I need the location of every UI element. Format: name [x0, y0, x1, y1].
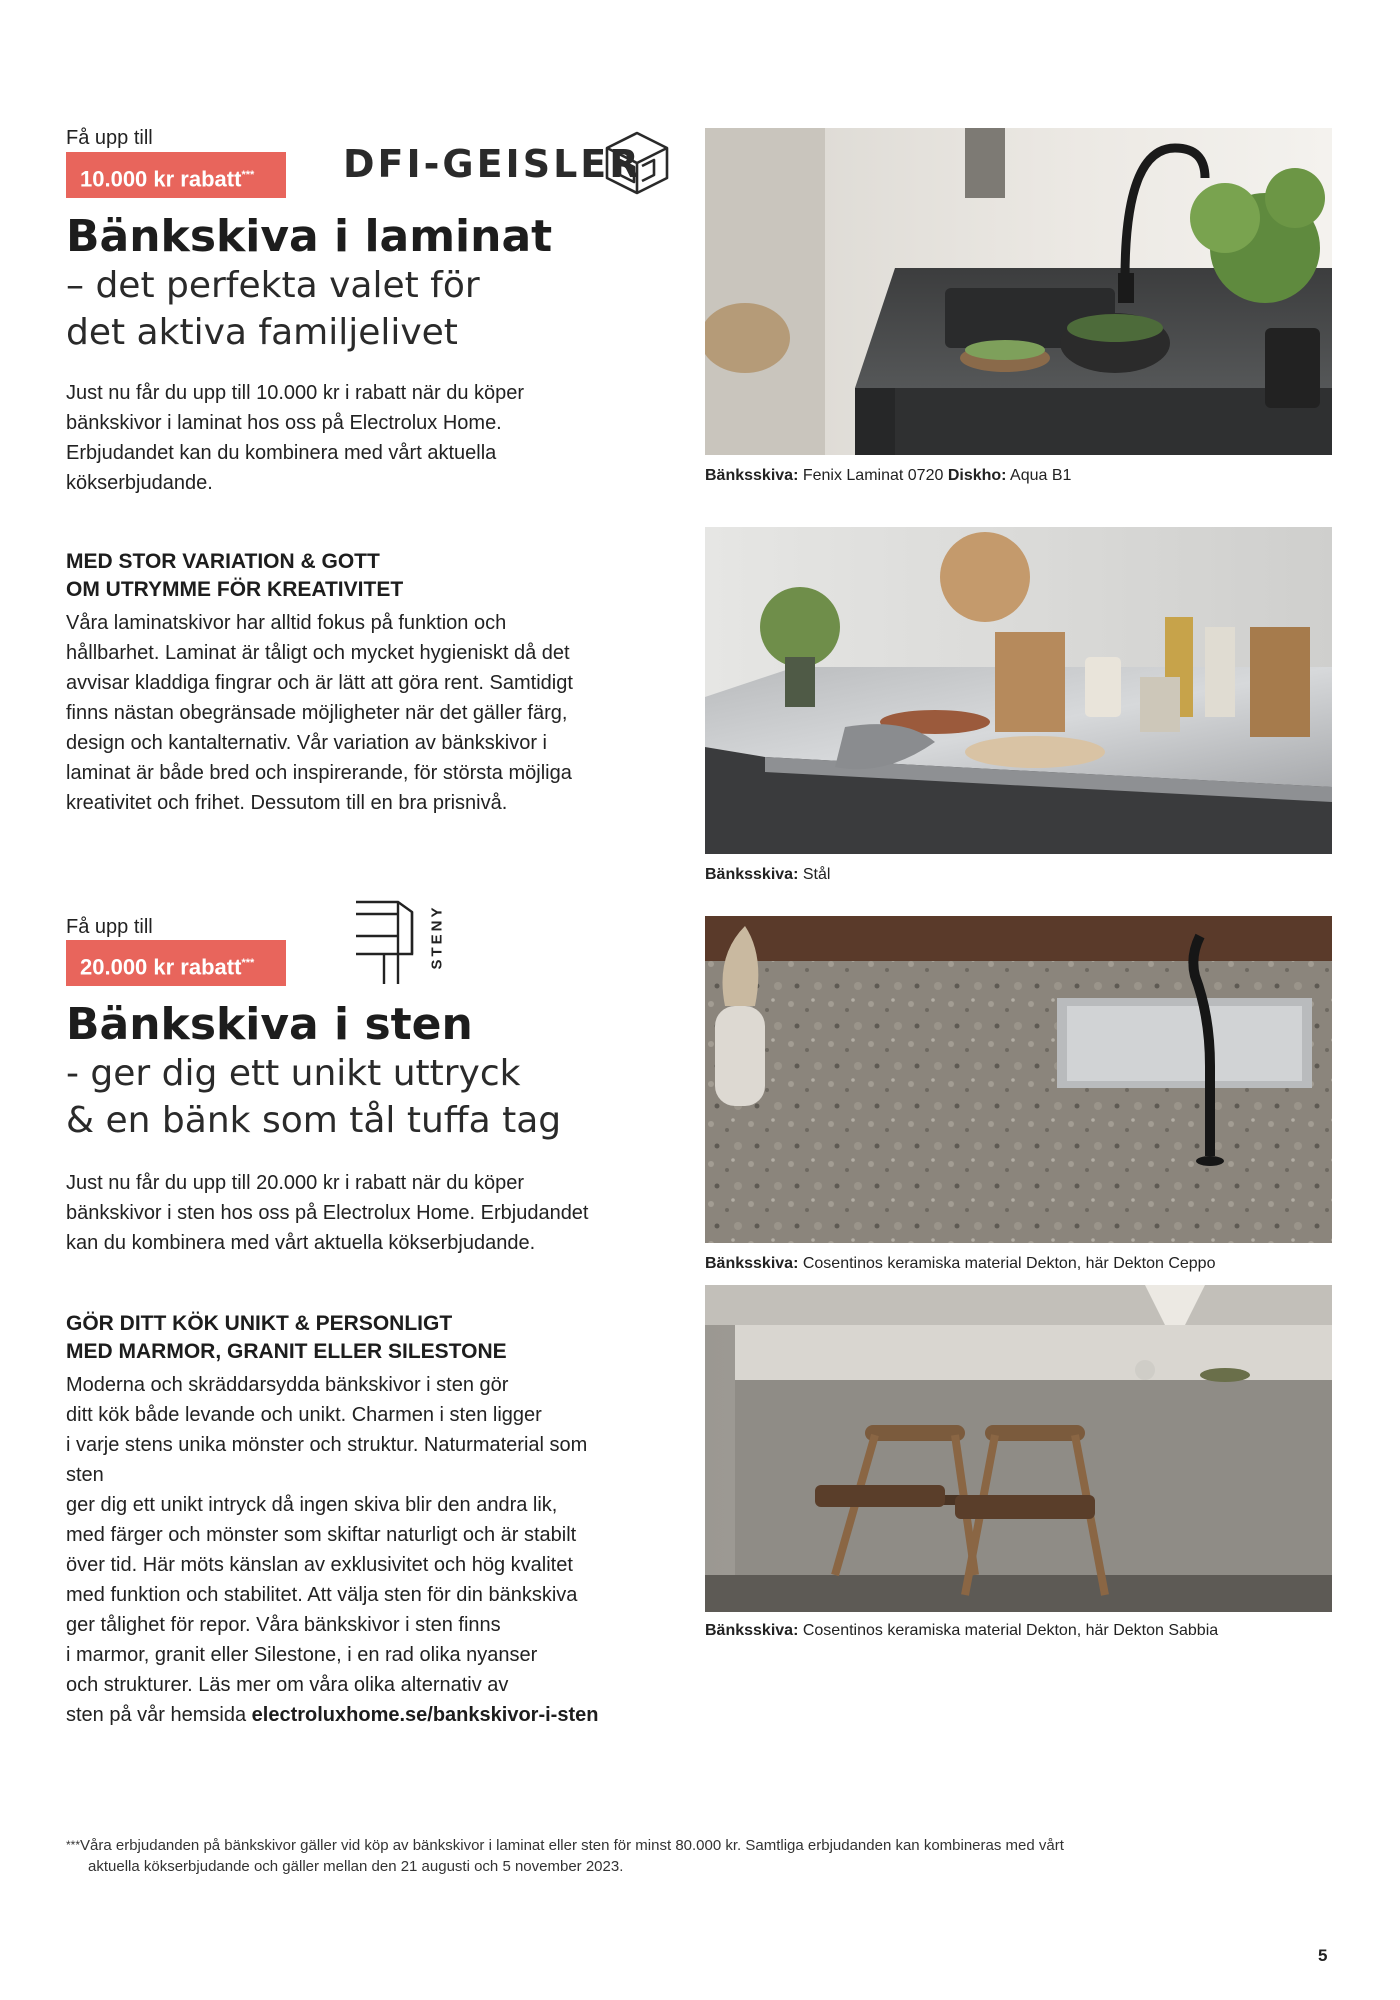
laminate-kitchen-photo — [705, 128, 1332, 455]
offer2-paragraph-last-line — [66, 1700, 598, 1730]
offer1-heading-line: MED STOR VARIATION & GOTT — [66, 550, 380, 573]
footnote-line: aktuella kökserbjudande och gäller mellan den 21 augusti och 5 november 2023. — [88, 1858, 624, 1875]
footnote-line-text: Våra erbjudanden på bänkskivor gäller vid köp av bänkskivor i laminat eller sten för minst 80.000 kr. Samtliga erbjudanden kan kombineras med vårt — [80, 1837, 1064, 1854]
offer2-paragraph-line: i marmor, granit eller Silestone, i en rad olika nyanser — [66, 1644, 538, 1666]
offer2-link-prefix: sten på vår hemsida — [66, 1704, 252, 1726]
offer1-paragraph-line: laminat är både bred och inspirerande, för största möjliga — [66, 762, 572, 784]
offer2-subtitle-line: - ger dig ett unikt uttryck — [66, 1053, 521, 1094]
caption-label: Diskho: — [947, 467, 1007, 484]
offer2-paragraph-line: ger dig ett unikt intryck då ingen skiva blir den andra lik, — [66, 1494, 558, 1516]
offer2-title: Bänkskiva i sten — [66, 999, 473, 1050]
steny-wordmark-text: STENY — [428, 904, 446, 970]
caption-text: Cosentinos keramiska material Dekton, här Dekton Ceppo — [798, 1255, 1216, 1272]
offer1-paragraph — [66, 608, 573, 818]
offer2-intro — [66, 1168, 589, 1258]
offer2-paragraph-line: i varje stens unika mönster och struktur. Naturmaterial som — [66, 1434, 588, 1456]
caption-text: Cosentinos keramiska material Dekton, här Dekton Sabbia — [798, 1622, 1219, 1639]
offer2-intro-line: Just nu får du upp till 20.000 kr i rabatt när du köper — [66, 1172, 525, 1194]
page-number: 5 — [1318, 1946, 1328, 1965]
offer1-badge-text: 10.000 kr rabatt — [80, 166, 242, 192]
steel-countertop-photo — [705, 527, 1332, 854]
offer2-paragraph-line: Moderna och skräddarsydda bänkskivor i sten gör — [66, 1374, 509, 1396]
offer1-heading-line: OM UTRYMME FÖR KREATIVITET — [66, 578, 404, 601]
offer1-title: Bänkskiva i laminat — [66, 211, 553, 262]
offer2-subtitle-line: & en bänk som tål tuffa tag — [66, 1100, 562, 1141]
caption-text: Fenix Laminat 0720 — [798, 467, 948, 484]
dekton-ceppo-photo — [705, 916, 1332, 1243]
dfi-geisler-cube-icon — [604, 130, 670, 196]
offer1-paragraph-line: avvisar kladdiga fingrar och är lätt att göra rent. Samtidigt — [66, 672, 573, 694]
offer1-discount-badge — [66, 152, 286, 198]
offer2-paragraph-line: ditt kök både levande och unikt. Charmen i sten ligger — [66, 1404, 542, 1426]
steny-wordmark — [426, 902, 448, 972]
caption-text: Aqua B1 — [1006, 467, 1072, 484]
offer1-section-heading — [66, 548, 403, 604]
offer2-intro-line: bänkskivor i sten hos oss på Electrolux Home. Erbjudandet — [66, 1202, 589, 1224]
offer2-paragraph-line: ger tålighet för repor. Våra bänkskivor i sten finns — [66, 1614, 501, 1636]
offer2-paragraph-line: sten — [66, 1464, 104, 1486]
offer1-subtitle — [66, 262, 480, 356]
offer1-intro-line: bänkskivor i laminat hos oss på Electrolux Home. — [66, 412, 502, 434]
offer1-paragraph-line: kreativitet och frihet. Dessutom till en bra prisnivå. — [66, 792, 508, 814]
offer1-paragraph-line: design och kantalternativ. Vår variation av bänkskivor i — [66, 732, 547, 754]
offer1-lead: Få upp till — [66, 127, 153, 149]
steny-logo-icon — [354, 898, 414, 986]
caption-label: Bänksskiva: — [705, 1622, 799, 1639]
offer2-paragraph-line: med färger och mönster som skiftar naturligt och är stabilt — [66, 1524, 577, 1546]
offer2-discount-badge — [66, 940, 286, 986]
footnote-line — [66, 1835, 1064, 1856]
offer1-intro-line: kökserbjudande. — [66, 472, 213, 494]
caption-label: Bänksskiva: — [705, 467, 799, 484]
caption-text: Stål — [798, 866, 831, 883]
offer2-lead: Få upp till — [66, 916, 153, 938]
footnote-mark: *** — [66, 1838, 81, 1852]
offer1-intro-line: Erbjudandet kan du kombinera med vårt aktuella — [66, 442, 497, 464]
footnote — [66, 1835, 1064, 1877]
offer1-subtitle-line: det aktiva familjelivet — [66, 312, 458, 353]
offer1-badge-sup: *** — [241, 169, 255, 181]
caption-label: Bänksskiva: — [705, 1255, 799, 1272]
caption-label: Bänksskiva: — [705, 866, 799, 883]
offer2-paragraph — [66, 1370, 598, 1730]
steel-photo-caption — [705, 866, 830, 884]
offer2-heading-line: GÖR DITT KÖK UNIKT & PERSONLIGT — [66, 1312, 453, 1335]
offer2-badge-text: 20.000 kr rabatt — [80, 954, 242, 980]
offer1-subtitle-line: – det perfekta valet för — [66, 265, 480, 306]
ceppo-photo-caption — [705, 1255, 1215, 1273]
sabbia-photo-caption — [705, 1622, 1218, 1640]
offer2-heading-line: MED MARMOR, GRANIT ELLER SILESTONE — [66, 1340, 507, 1363]
offer2-paragraph-line: över tid. Här möts känslan av exklusivitet och hög kvalitet — [66, 1554, 573, 1576]
offer2-section-heading — [66, 1310, 507, 1366]
offer1-paragraph-line: Våra laminatskivor har alltid fokus på funktion och — [66, 612, 507, 634]
offer2-paragraph-line: och strukturer. Läs mer om våra olika alternativ av — [66, 1674, 509, 1696]
offer2-paragraph-line: med funktion och stabilitet. Att välja sten för din bänkskiva — [66, 1584, 578, 1606]
offer2-subtitle — [66, 1050, 561, 1144]
offer1-paragraph-line: hållbarhet. Laminat är tåligt och mycket hygieniskt då det — [66, 642, 570, 664]
offer1-intro — [66, 378, 524, 498]
offer1-paragraph-line: finns nästan obegränsade möjligheter när det gäller färg, — [66, 702, 568, 724]
stone-countertops-link[interactable]: electroluxhome.se/bankskivor-i-sten — [251, 1704, 599, 1726]
offer1-intro-line: Just nu får du upp till 10.000 kr i rabatt när du köper — [66, 382, 525, 404]
offer2-badge-sup: *** — [241, 957, 255, 969]
offer2-intro-line: kan du kombinera med vårt aktuella kökserbjudande. — [66, 1232, 536, 1254]
laminate-photo-caption — [705, 467, 1071, 485]
dekton-sabbia-photo — [705, 1285, 1332, 1612]
dfi-geisler-logo: DFI-GEISLER — [343, 142, 642, 186]
